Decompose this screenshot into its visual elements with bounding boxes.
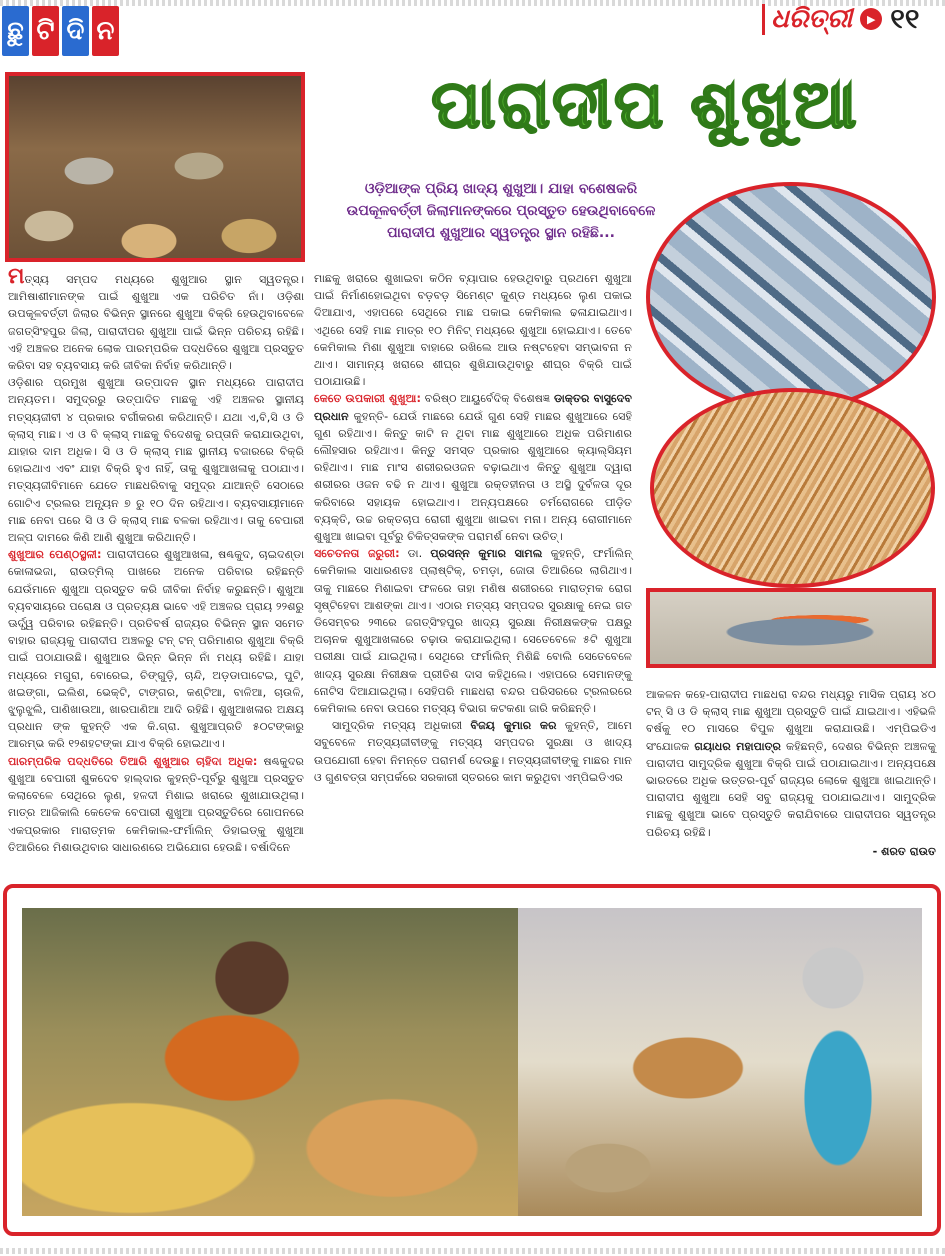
page-number: ୧୧ (890, 2, 920, 35)
person-name: ବିଜୟ କୁମାର କର (470, 719, 557, 733)
subhead: ସଚେତନତା ଜରୁରୀ: (314, 547, 400, 561)
photo-dried-shrimp (650, 388, 935, 588)
section-letter-4: ନ (92, 6, 119, 56)
bottom-rule (0, 1248, 945, 1254)
dropcap: ମ (8, 264, 25, 289)
subhead: କେତେ ଉପକାରୀ ଶୁଖୁଆ: (314, 392, 421, 406)
paragraph: କେତେ ଉପକାରୀ ଶୁଖୁଆ: ବରିଷ୍ଠ ଆୟୁର୍ବେଦିକ୍ ବିଶେଷଜ୍ଞ ଡାକ୍ତର ବାସୁଦେବ ପ୍ରଧାନ କୁହନ୍ତି- ଯେଉଁ ମାଛରେ ଯେଉଁ ଗୁଣ ସେହି ମାଛର ଶୁଖୁଆରେ ସେହି ଗୁଣ ରହିଥାଏ। କିନ୍ତୁ କାଟି ନ ଥିବା ମାଛ ଶୁଖୁଆରେ ଅଧିକ ପରିମାଣର ଲୌହସାର ରହିଥାଏ। କିନ୍ତୁ ସମସ୍ତ ପ୍ରକାର ଶୁଖୁଆରେ କ୍ୟାଲ୍‌ସିୟମ ରହିଥାଏ। ମାଛ ମାଂସ ଶରୀରରଓଜନ ବଢ଼ାଇଥାଏ କିନ୍ତୁ ଶୁଖୁଆ ଦ୍ୱାରା ଶରୀରର ଓଜନ ବଢି ନ ଥାଏ। ଶୁଖୁଆ ରକ୍ତହୀନତା ଓ ଅସ୍ଥି ଦୁର୍ବଳତା ଦୂର କରିବାରେ ସହାୟକ ହୋଇଥାଏ। ଅନ୍ୟପକ୍ଷରେ ଚର୍ମରୋଗରେ ପୀଡ଼ିତ ବ୍ୟକ୍ତି, ଉଚ୍ଚ ରକ୍ତଚାପ ରୋଗୀ ଶୁଖୁଆ ଖାଇବା ମନା। ଅନ୍ୟ ରୋଗୀମାନେ ଶୁଖୁଆ ଖାଇବା ପୂର୍ବରୁ ଚିକିତ୍ସକଙ୍କ ପରାମର୍ଶ ନେବା ଉଚିତ୍। (314, 392, 632, 544)
person-name: ଡାକ୍ତର ବାସୁଦେବ ପ୍ରଧାନ (314, 392, 632, 423)
paragraph: ପାରମ୍ପରିକ ପଦ୍ଧତିରେ ତିଆରି ଶୁଖୁଆର ଚାହିଦା ଅଧିକ: ଷଣ୍ଢକୁଦର ଶୁଖୁଆ ବେପାରୀ ଶୁକଦେବ ହାଲ୍‌ଦାର କୁହନ୍ତି-ପୂର୍ବରୁ ଶୁଖୁଆ ପ୍ରସ୍ତୁତ କଲାବେଳେ ସେଥିରେ ଲୁଣ, ହଳଦୀ ମିଶାଇ ଖରାରେ ଶୁଖାଯାଉଥିଲା। ମାତ୍ର ଆଜିକାଲି କେତେକ ବେପାରୀ ଶୁଖୁଆ ପ୍ରସ୍ତୁତିରେ ଗୋପନରେ ଏକପ୍ରକାର ମାରାତ୍ମକ କେମିକାଲ-ଫର୍ମାଲିନ୍ ଡିହାଇଡ୍‌କୁ ଶୁଖୁଆ ତିଆରିରେ ମିଶାଉଥିବାର ସାଧାରଣରେ ଅଭିଯୋଗ ହେଉଛି। ବର୍ଷାଦିନେ (8, 754, 304, 854)
paragraph: ସାମୁଦ୍ରିକ ମତ୍ସ୍ୟ ଅଧିକାରୀ ବିଜୟ କୁମାର କର କୁହନ୍ତି, ଆମେ ସବୁବେଳେ ମତ୍ସ୍ୟଜୀବୀଙ୍କୁ ମତ୍ସ୍ୟ ସମ୍ପଦର ସୁରକ୍ଷା ଓ ଖାଦ୍ୟ ଉପଯୋଗୀ ହେବା ନିମନ୍ତେ ପରାମର୍ଶ ଦେଉଛୁ। ମତ୍ସ୍ୟଜୀବୀଙ୍କୁ ମାଛର ମାନ ଓ ଗୁଣବତ୍ତା ସମ୍ପର୍କରେ ସରକାରୀ ସ୍ତରରେ କାମ କରୁଥିବା ଏମ୍‌ପିଇଡିଏର (314, 719, 632, 784)
article-column-2 (314, 270, 632, 786)
play-icon: ▶ (860, 8, 882, 30)
photo-woman-selling-dried-fish (22, 908, 518, 1216)
subhead: ପାରମ୍ପରିକ ପଦ୍ଧତିରେ ତିଆରି ଶୁଖୁଆର ଚାହିଦା ଅଧିକ: (8, 754, 258, 768)
section-letter-1: ଛୁ (2, 6, 29, 56)
section-header (2, 6, 119, 56)
paragraph: ଓଡ଼ିଶାର ପ୍ରମୁଖ ଶୁଖୁଆ ଉତ୍ପାଦନ ସ୍ଥାନ ମଧ୍ୟରେ ପାରାଦୀପ ଅନ୍ୟତମ। ସମୁଦ୍ରରୁ ଉତ୍ପାଦିତ ମାଛକୁ ଏହି ଅଞ୍ଚଳର ସ୍ଥାନୀୟ ମତ୍ସ୍ୟଜୀବୀ ୪ ପ୍ରକାର ବର୍ଗୀକରଣ କରିଥାନ୍ତି। ଯଥା ଏ,ବି,ସି ଓ ଡି କ୍ଲାସ୍‌ ମାଛ। ଏ ଓ ବି କ୍ଲାସ୍‌ ମାଛକୁ ବିଦେଶକୁ ରପ୍ତାନି କରାଯାଉଥିବା, ଯାହାର ଦାମ ଅଧିକ। ସି ଓ ଡି କ୍ଲାସ୍‌ ମାଛ ସ୍ଥାନୀୟ ବଜାରରେ ବିକ୍ରି ହୋଇଥାଏ ଏବଂ ଯାହା ବିକ୍ରି ହୁଏ ନାହିଁ, ତାକୁ ଶୁଖୁଆଖଳାକୁ ପଠାଯାଏ। ମତ୍ସ୍ୟଜୀବିମାନେ ଯେତେ ମାଛଧରିବାକୁ ସମୁଦ୍ର ଯାଆନ୍ତି ସେଠାରେ ଗୋଟିଏ ଟ୍ରଲର ଅନ୍ୟୂନ ୭ ରୁ ୧୦ ଦିନ ରହିଥାଏ। ବ୍ୟବସାୟୀମାନେ ମାଛ ନେବା ପରେ ସି ଓ ଡି କ୍ଲାସ୍‌ ମାଛ ବଳକା ରହିଥାଏ। ତାକୁ ବେପାରୀ ଅଳ୍ପ ଦାମରେ କିଣି ଆଣି ଶୁଖୁଆ କରିଥାନ୍ତି। (8, 376, 304, 545)
masthead (762, 2, 919, 36)
paragraph: ମାଛକୁ ଖରାରେ ଶୁଖାଇବା କଠିନ ବ୍ୟାପାର ହେଉଥିବାରୁ ପ୍ରଥମେ ଶୁଖୁଆ ପାଇଁ ନିର୍ମାଣହୋଇଥିବା ବଡ଼ବଡ଼ ସିମେଣ୍ଟ କୁଣ୍ଡ ମଧ୍ୟରେ ଲୁଣ ପକାଇ ଦିଆଯାଏ, ଏହାପରେ ସେଥିରେ ମାଛ ପକାଇ କେମିକାଲ ଢଳାଯାଇଥାଏ। ଏଥିରେ ସେହି ମାଛ ମାତ୍ର ୧୦ ମିନିଟ୍ ମଧ୍ୟରେ ଶୁଖୁଆ ହୋଇଯାଏ। ତେବେ କେମିକାଲ ମିଶା ଶୁଖୁଆ ବାହାରେ ରଖିଲେ ଆଉ ନଷ୍ଟହେବା ସମ୍ଭାବନା ନ ଥାଏ। ସାମାନ୍ୟ ଖରାରେ ଶୀଘ୍ର ଶୁଖିଯାଉଥିବାରୁ ଶୀଘ୍ର ବିକ୍ରି ପାଇଁ ପଠାଯାଉଛି। (314, 272, 632, 389)
paragraph: ମତ୍ସ୍ୟ ସମ୍ପଦ ମଧ୍ୟରେ ଶୁଖୁଆର ସ୍ଥାନ ସ୍ୱତନ୍ତ୍ର। ଆମିଷାଶୀମାନଙ୍କ ପାଇଁ ଶୁଖୁଆ ଏକ ପରିଚିତ ନାଁ। ଓଡ଼ିଶା ଉପକୂଳବର୍ତ୍ତୀ ଜିଲାର ବିଭିନ୍ନ ସ୍ଥାନରେ ଶୁଖୁଆ ବିକ୍ରି ହେଉଥିବାବେଳେ ଜଗତ୍‌ସିଂହପୁର ଜିଲା, ପାରାଦୀପର ଶୁଖୁଆ ପାଇଁ ଭିନ୍ନ ପରିଚୟ ରହିଛି। ଏହି ଅଞ୍ଚଳର ଅନେକ ଲୋକ ପାରମ୍ପରିକ ପଦ୍ଧତିରେ ଶୁଖୁଆ ପ୍ରସ୍ତୁତ କରିବା ସହ ବ୍ୟବସାୟ କରି ଜୀବିକା ନିର୍ବାହ କରିଥାନ୍ତି। (8, 264, 304, 373)
photo-single-fish (646, 588, 936, 668)
subhead: ଶୁଖୁଆର ପେଣ୍ଠସ୍ଥଳୀ: (8, 548, 102, 562)
page-title: ପାରାଦୀପ ଶୁଖୁଆ (431, 66, 859, 143)
byline: - ଶରତ ରାଉତ (872, 844, 936, 858)
section-letter-3: ଦି (62, 6, 89, 56)
article-column-1 (8, 264, 305, 856)
paragraph: ଶୁଖୁଆର ପେଣ୍ଠସ୍ଥଳୀ: ପାରାଦୀପରେ ଶୁଖୁଆଖଳା, ଷଣ୍ଢକୁଦ, ଚାଇଦଣ୍ଡା କୋଳାଭଜା, ରାଉତ୍‌ମିଲ୍ ପାଖରେ ଅନେକ ପରିବାର ରହିଛନ୍ତି ଯେଉଁମାନେ ଶୁଖୁଆ ପ୍ରସ୍ତୁତ କରି ଜୀବିକା ନିର୍ବାହ କରୁଛନ୍ତି। ଶୁଖୁଆ ବ୍ୟବସାୟରେ ପରୋକ୍ଷ ଓ ପ୍ରତ୍ୟକ୍ଷ ଭାବେ ଏହି ଅଞ୍ଚଳର ପ୍ରାୟ ୨୨ଶରୁ ଊର୍ଦ୍ଧ୍ୱ ପରିବାର ରହିଛନ୍ତି। ପ୍ରତିବର୍ଷ ରାଜ୍ୟର ବିଭିନ୍ନ ସ୍ଥାନ ସମେତ ବାହାର ରାଜ୍ୟକୁ ପାରାଦୀପ ଅଞ୍ଚଳରୁ ଟନ୍ ଟନ୍ ପରିମାଣର ଶୁଖୁଆ ବିକ୍ରି ପାଇଁ ପଠାଯାଉଛି। ଶୁଖୁଆର ଭିନ୍ନ ଭିନ୍ନ ନାଁ ମଧ୍ୟ ରହିଛି। ଯାହା ମଧ୍ୟରେ ମଗୁରା, ବୋରେଇ, ଚିଙ୍ଗୁଡ଼ି, ଚାନ୍ଦି, ଅଡ଼ଡାପାଟେଇ, ପୁଟି, ଖଇଙ୍ଗା, ଇଲିଶ, ଭେକ୍ଟି, ଟାଙ୍ଗର, କଣ୍ଟିଆ, ବାଳିଆ, ଚାଉଳି, ଝୁଲୁଝୁଲି, ପାଣିଖାଉଆ, ଖାରପାଣିଆ ଆଦି ରହିଛି। ଶୁଖୁଆଖଳାର ଅକ୍ଷୟ ପ୍ରଧାନ ଙ୍କ କୁହନ୍ତି ଏକ କି.ଗ୍ରା. ଶୁଖୁଆପ୍ରତି ୫୦ଟଙ୍କାରୁ ଆରମ୍ଭ କରି ୧୨ଶହଟଙ୍କା ଯାଏ ବିକ୍ରି ହୋଇଥାଏ। (8, 548, 305, 751)
section-letter-2: ଟି (32, 6, 59, 56)
brand-logo: ଧରିତ୍ରୀ (762, 4, 852, 35)
photo-man-buying-dried-fish (518, 908, 922, 1216)
photo-dried-fish-closeup (646, 182, 936, 412)
paragraph: ଆକଳନ କହେ-ପାରାଦୀପ ମାଛଧରା ବନ୍ଦର ମଧ୍ୟରୁ ମାସିକ ପ୍ରାୟ ୪୦ ଟନ୍ ସି ଓ ଡି କ୍ଲାସ୍‌ ମାଛ ଶୁଖୁଆ ପ୍ରସ୍ତୁତି ପାଇଁ ଯାଇଥାଏ। ଏହିଭଳି ବର୍ଷକୁ ୧୦ ମାସରେ ବିପୁଳ ଶୁଖୁଆ କରାଯାଉଛି। ଏମ୍‌ପିଇଡିଏ ସଂଯୋଜକ ଗୟାଧର ମହାପାତ୍ର କହିଛନ୍ତି, ଦେଶର ବିଭିନ୍ନ ଅଞ୍ଚଳକୁ ପାରାଦୀପ ସାମୁଦ୍ରିକ ଶୁଖୁଆ ବିକ୍ରି ପାଇଁ ପଠାଯାଇଥାଏ। ଅନ୍ୟପକ୍ଷେ ଭାରତରେ ଅଧିକ ଉତ୍ତର-ପୂର୍ବ ରାଜ୍ୟର ଲୋକେ ଶୁଖୁଆ ଖାଇଥାନ୍ତି। ପାରାଦୀପ ଶୁଖୁଆ ସେହି ସବୁ ରାଜ୍ୟକୁ ପଠାଯାଇଥାଏ। ସାମୁଦ୍ରିକ ମାଛକୁ ଶୁଖୁଆ ଭାବେ ପ୍ରସ୍ତୁତି କରାଯିବାରେ ପାରାଦୀପର ସ୍ୱତନ୍ତ୍ର ପରିଚୟ ରହିଛି। (646, 688, 936, 839)
photo-dried-fish-baskets (5, 72, 305, 262)
intro-blurb: ଓଡ଼ିଆଙ୍କ ପ୍ରିୟ ଖାଦ୍ୟ ଶୁଖୁଆ। ଯାହା ବଶେଷକରି ଉପକୂଳବର୍ତ୍ତୀ ଜିଲାମାନଙ୍କରେ ପ୍ରସ୍ତୁତ ହେଉଥିବାବେଳେ ପାରାଦୀପ ଶୁଖୁଆର ସ୍ୱତନ୍ତ୍ର ସ୍ଥାନ ରହିଛି... (346, 181, 656, 241)
article-column-3 (646, 686, 936, 860)
paragraph: ସଚେତନତା ଜରୁରୀ: ଡା. ପ୍ରସନ୍ନ କୁମାର ସାମଲ କୁହନ୍ତି, ଫର୍ମାଲିନ୍ କେମିକାଲ ସାଧାରଣତଃ ପ୍ଲାଷ୍ଟିକ୍, ଚମଡ଼ା, ଜୋତା ତିଆରିରେ ଲାଗିଥାଏ। ତାକୁ ମାଛରେ ମିଶାଇବା ଫଳରେ ତାହା ମଣିଷ ଶରୀରରେ ମାରାତ୍ମକ ରୋଗ ସୃଷ୍ଟିହେବା ଆଶଙ୍କା ଥାଏ। ଏଠାର ମତ୍ସ୍ୟ ସମ୍ପଦର ସୁରକ୍ଷାକୁ ନେଇ ଗତ ଡିସେମ୍ବର ୨୩ରେ ଜଗତ୍‌ସିଂହପୁର ଖାଦ୍ୟ ସୁରକ୍ଷା ନିରୀକ୍ଷକଙ୍କ ପକ୍ଷରୁ ଅଚାନକ ଶୁଖୁଆଖଳାରେ ଚଢ଼ାଉ କରାଯାଇଥିଲା। ସେତେବେଳେ ୫ଟି ଶୁଖୁଆ ପରୀକ୍ଷା ପାଇଁ ଯାଇଥିଲା। ସେଥିରେ ଫର୍ମାଲିନ୍ ମିଶିଛି ବୋଲି ସେତେବେଳେ ଖାଦ୍ୟ ସୁରକ୍ଷା ନିରୀକ୍ଷକ ପ୍ରୀତିଶ ଦାସ କହିଥିଲେ। ଏହାପରେ ସେମାନଙ୍କୁ ନୋଟିସ ଦିଆଯାଇଥିଲା। ସେହିପରି ମାଛଧରା ବନ୍ଦର ପରିସରରେ ଟ୍ରଲରରେ କେମିକାଲ ନେବା ଉପରେ ମତ୍ସ୍ୟ ବିଭାଗ କଟକଣା ଜାରି କରିଛନ୍ତି। (314, 547, 632, 716)
person-name: ଗୟାଧର ମହାପାତ୍ର (694, 739, 781, 753)
person-name: ପ୍ରସନ୍ନ କୁମାର ସାମଲ (430, 547, 543, 561)
